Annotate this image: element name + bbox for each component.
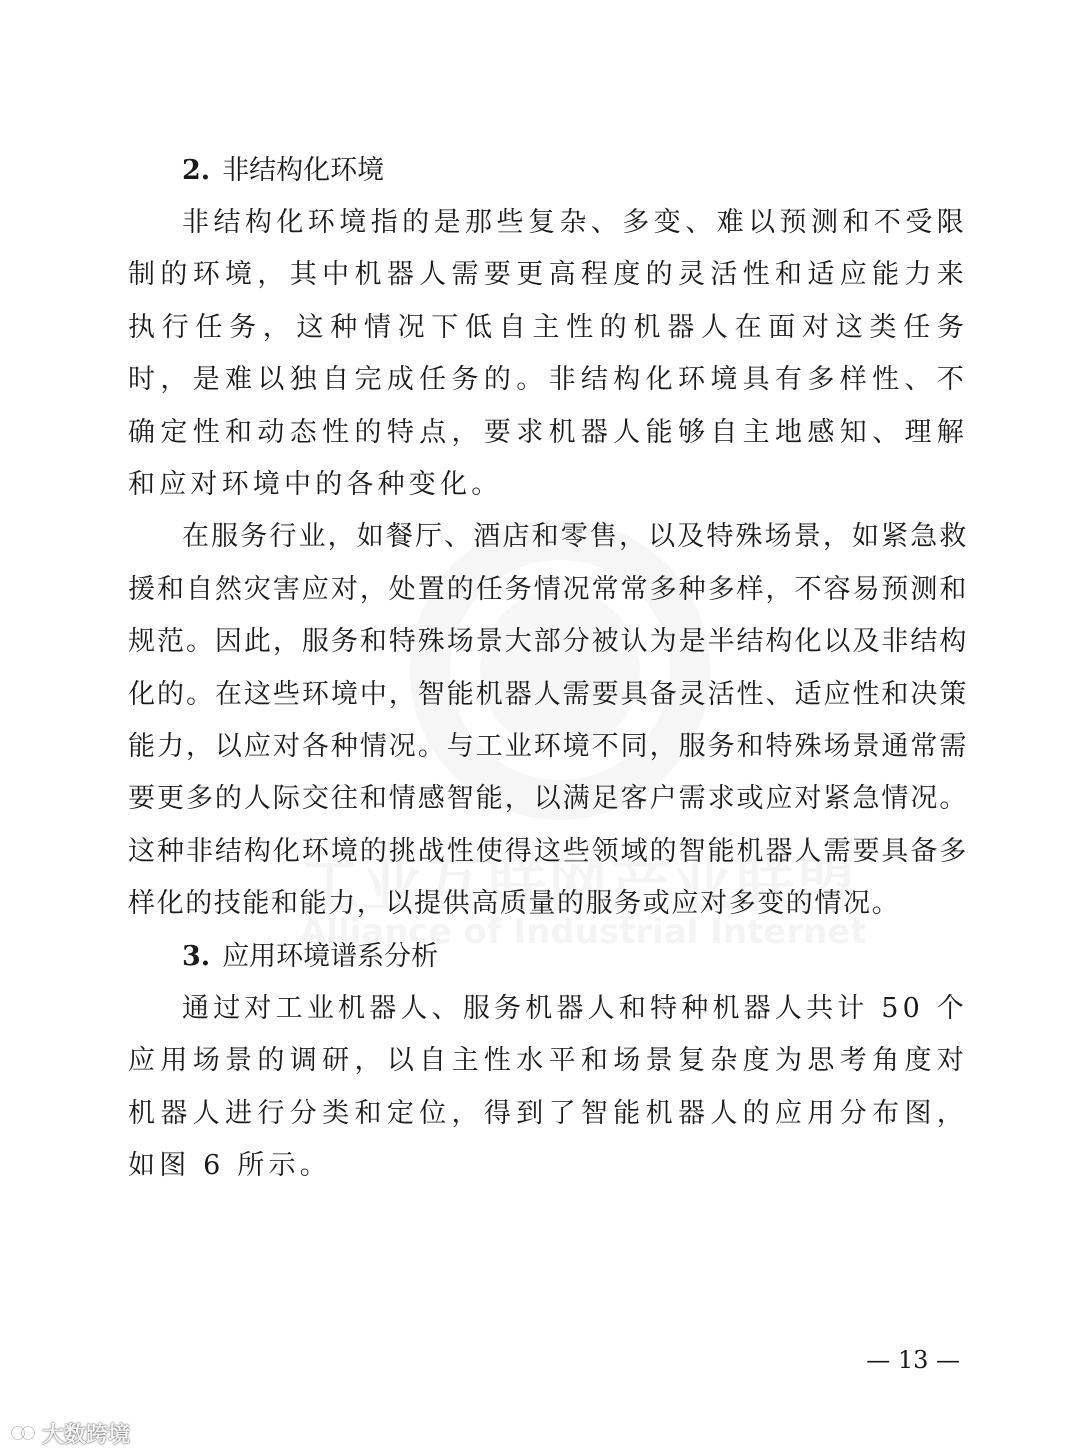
section-number: 3. [182,940,211,972]
brand-name: 大数跨境 [42,1422,131,1448]
section-heading-2 [128,145,968,197]
brand-logo-icon [10,1422,36,1444]
page-number: — 13 — [866,1346,960,1374]
section-title: 应用环境谱系分析 [222,940,439,972]
section-heading-3 [128,931,968,983]
paragraph: 通过对工业机器人、服务机器人和特种机器人共计 50 个应用场景的调研，以自主性水平和场景复杂度为思考角度对机器人进行分类和定位，得到了智能机器人的应用分布图，如图 6 所示。 [128,992,968,1181]
paragraph: 非结构化环境指的是那些复杂、多变、难以预测和不受限制的环境，其中机器人需要更高程度的灵活性和适应能力来执行任务，这种情况下低自主性的机器人在面对这类任务时，是难以独自完成任务的。非结构化环境具有多样性、不确定性和动态性的特点，要求机器人能够自主地感知、理解和应对环境中的各种变化。 [128,207,968,501]
section-number: 2. [182,155,211,186]
page-content [128,145,968,1192]
paragraph: 在服务行业，如餐厅、酒店和零售，以及特殊场景，如紧急救援和自然灾害应对，处置的任务情况常常多种多样，不容易预测和规范。因此，服务和特殊场景大部分被认为是半结构化以及非结构化的。在这些环境中，智能机器人需要具备灵活性、适应性和决策能力，以应对各种情况。与工业环境不同，服务和特殊场景通常需要更多的人际交往和情感智能，以满足客户需求或应对紧急情况。这种非结构化环境的挑战性使得这些领域的智能机器人需要具备多样化的技能和能力，以提供高质量的服务或应对多变的情况。 [128,521,968,920]
brand-mark [10,1418,130,1448]
section-title: 非结构化环境 [222,155,385,186]
